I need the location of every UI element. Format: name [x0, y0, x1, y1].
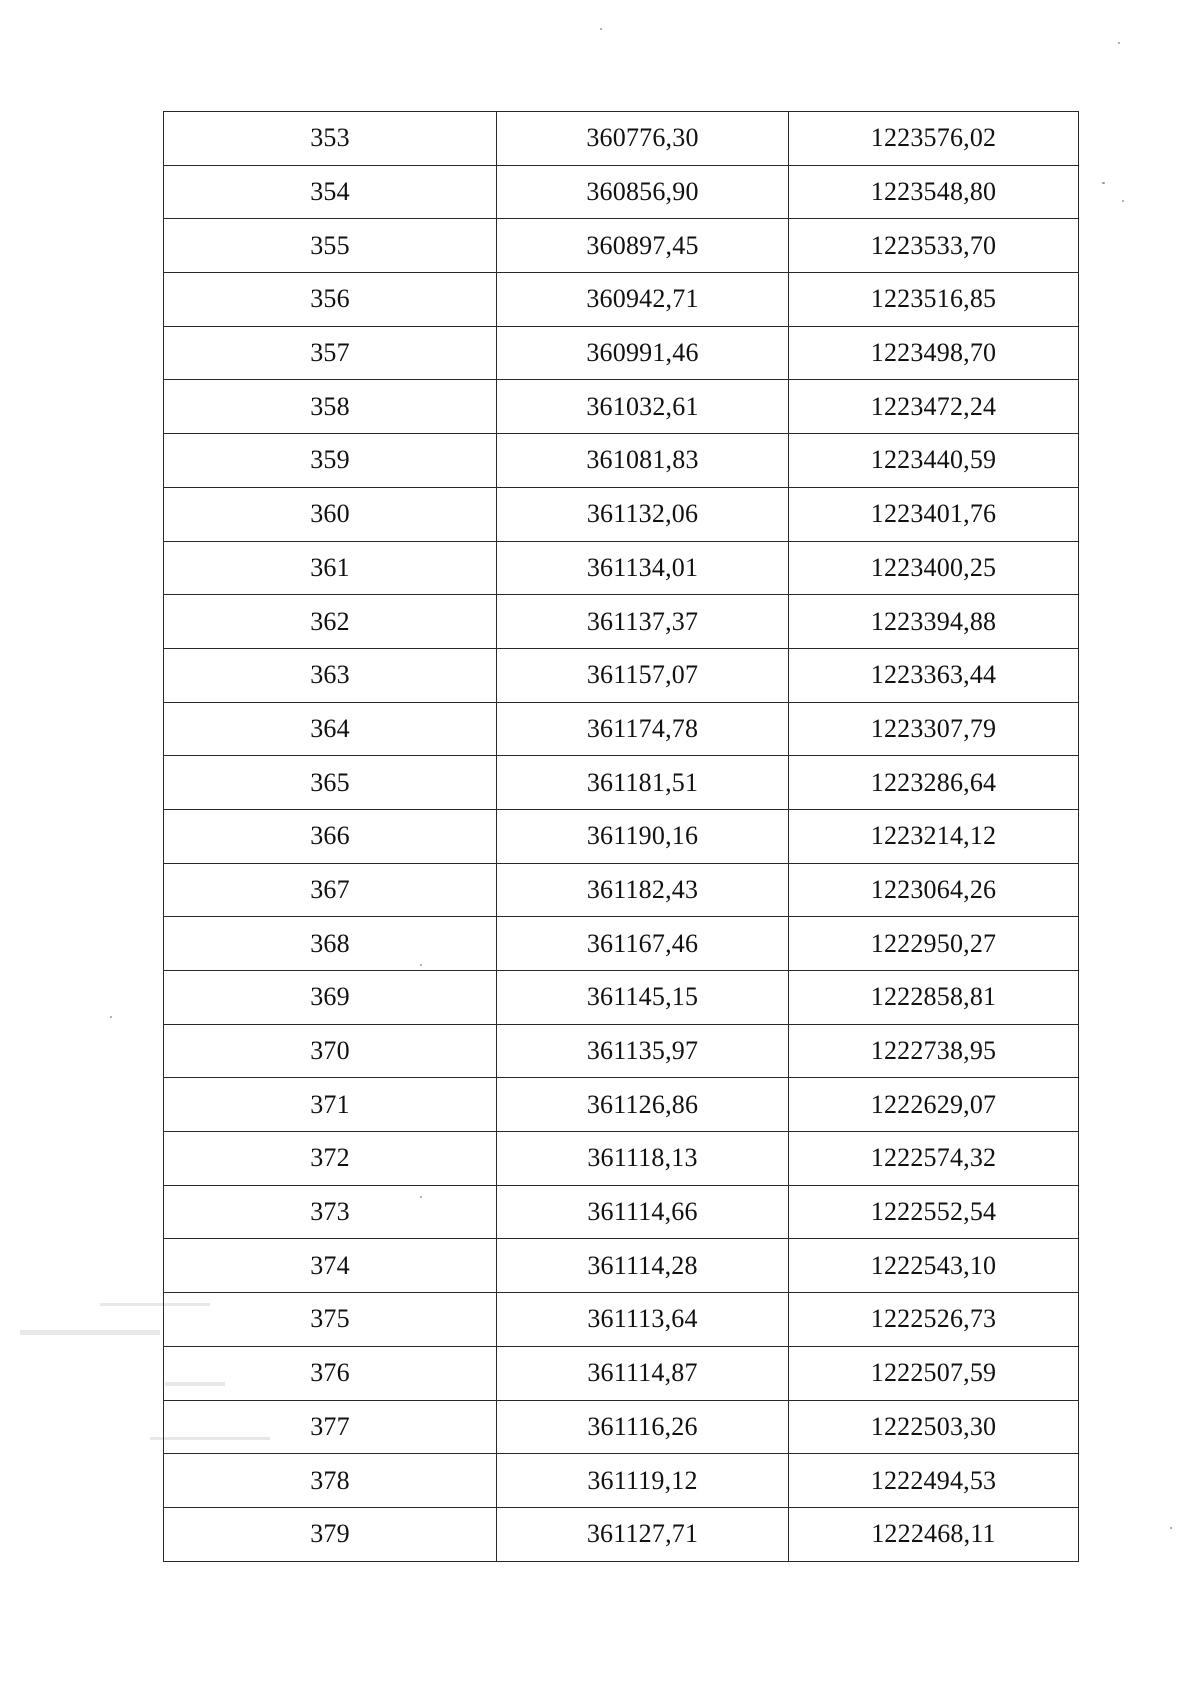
- x-coordinate-cell: 360776,30: [497, 112, 789, 166]
- table-row: [164, 487, 1079, 541]
- table-row: [164, 326, 1079, 380]
- scan-speck: [600, 28, 602, 30]
- y-coordinate-cell: 1222950,27: [789, 917, 1079, 971]
- x-coordinate-cell: 361181,51: [497, 756, 789, 810]
- table-row: [164, 434, 1079, 488]
- y-coordinate-cell: 1222543,10: [789, 1239, 1079, 1293]
- point-number-cell: 364: [164, 702, 497, 756]
- table-row: [164, 702, 1079, 756]
- table-row: [164, 1346, 1079, 1400]
- table-row: [164, 1239, 1079, 1293]
- table-row: [164, 1132, 1079, 1186]
- y-coordinate-cell: 1223394,88: [789, 595, 1079, 649]
- y-coordinate-cell: 1223064,26: [789, 863, 1079, 917]
- x-coordinate-cell: 361145,15: [497, 971, 789, 1025]
- x-coordinate-cell: 361127,71: [497, 1507, 789, 1561]
- y-coordinate-cell: 1222629,07: [789, 1078, 1079, 1132]
- y-coordinate-cell: 1222574,32: [789, 1132, 1079, 1186]
- y-coordinate-cell: 1222503,30: [789, 1400, 1079, 1454]
- point-number-cell: 359: [164, 434, 497, 488]
- point-number-cell: 376: [164, 1346, 497, 1400]
- x-coordinate-cell: 361113,64: [497, 1293, 789, 1347]
- y-coordinate-cell: 1223533,70: [789, 219, 1079, 273]
- point-number-cell: 366: [164, 809, 497, 863]
- x-coordinate-cell: 360942,71: [497, 273, 789, 327]
- table-row: [164, 541, 1079, 595]
- coordinates-table: [163, 111, 1079, 1562]
- x-coordinate-cell: 361032,61: [497, 380, 789, 434]
- x-coordinate-cell: 361157,07: [497, 648, 789, 702]
- table-row: [164, 1507, 1079, 1561]
- x-coordinate-cell: 361081,83: [497, 434, 789, 488]
- y-coordinate-cell: 1223472,24: [789, 380, 1079, 434]
- x-coordinate-cell: 361126,86: [497, 1078, 789, 1132]
- point-number-cell: 357: [164, 326, 497, 380]
- y-coordinate-cell: 1222858,81: [789, 971, 1079, 1025]
- y-coordinate-cell: 1223286,64: [789, 756, 1079, 810]
- scan-speck: [1118, 42, 1120, 44]
- x-coordinate-cell: 361134,01: [497, 541, 789, 595]
- y-coordinate-cell: 1222494,53: [789, 1454, 1079, 1508]
- table-row: [164, 648, 1079, 702]
- y-coordinate-cell: 1223307,79: [789, 702, 1079, 756]
- table-row: [164, 1454, 1079, 1508]
- table-row: [164, 1400, 1079, 1454]
- point-number-cell: 369: [164, 971, 497, 1025]
- point-number-cell: 355: [164, 219, 497, 273]
- table-row: [164, 863, 1079, 917]
- table-row: [164, 809, 1079, 863]
- point-number-cell: 375: [164, 1293, 497, 1347]
- table-row: [164, 380, 1079, 434]
- y-coordinate-cell: 1223498,70: [789, 326, 1079, 380]
- table-row: [164, 112, 1079, 166]
- point-number-cell: 363: [164, 648, 497, 702]
- table-row: [164, 165, 1079, 219]
- point-number-cell: 367: [164, 863, 497, 917]
- y-coordinate-cell: 1222507,59: [789, 1346, 1079, 1400]
- x-coordinate-cell: 361114,87: [497, 1346, 789, 1400]
- y-coordinate-cell: 1222552,54: [789, 1185, 1079, 1239]
- y-coordinate-cell: 1223214,12: [789, 809, 1079, 863]
- point-number-cell: 368: [164, 917, 497, 971]
- point-number-cell: 365: [164, 756, 497, 810]
- x-coordinate-cell: 360856,90: [497, 165, 789, 219]
- x-coordinate-cell: 361174,78: [497, 702, 789, 756]
- table-row: [164, 1024, 1079, 1078]
- point-number-cell: 374: [164, 1239, 497, 1293]
- scan-speck: [1102, 182, 1105, 184]
- x-coordinate-cell: 361190,16: [497, 809, 789, 863]
- point-number-cell: 362: [164, 595, 497, 649]
- point-number-cell: 379: [164, 1507, 497, 1561]
- y-coordinate-cell: 1223548,80: [789, 165, 1079, 219]
- point-number-cell: 353: [164, 112, 497, 166]
- y-coordinate-cell: 1223576,02: [789, 112, 1079, 166]
- table-row: [164, 917, 1079, 971]
- y-coordinate-cell: 1222526,73: [789, 1293, 1079, 1347]
- point-number-cell: 371: [164, 1078, 497, 1132]
- x-coordinate-cell: 361167,46: [497, 917, 789, 971]
- table-row: [164, 971, 1079, 1025]
- point-number-cell: 378: [164, 1454, 497, 1508]
- x-coordinate-cell: 361137,37: [497, 595, 789, 649]
- table-row: [164, 1293, 1079, 1347]
- y-coordinate-cell: 1223440,59: [789, 434, 1079, 488]
- table-row: [164, 1078, 1079, 1132]
- point-number-cell: 356: [164, 273, 497, 327]
- x-coordinate-cell: 360991,46: [497, 326, 789, 380]
- scan-speck: [1170, 1527, 1172, 1529]
- table-row: [164, 219, 1079, 273]
- x-coordinate-cell: 361132,06: [497, 487, 789, 541]
- point-number-cell: 354: [164, 165, 497, 219]
- scan-speck: [1122, 200, 1124, 202]
- x-coordinate-cell: 360897,45: [497, 219, 789, 273]
- point-number-cell: 372: [164, 1132, 497, 1186]
- point-number-cell: 370: [164, 1024, 497, 1078]
- point-number-cell: 377: [164, 1400, 497, 1454]
- table-row: [164, 595, 1079, 649]
- point-number-cell: 360: [164, 487, 497, 541]
- table-row: [164, 273, 1079, 327]
- coordinates-table-body: [164, 112, 1079, 1562]
- scan-speck: [110, 1016, 112, 1018]
- x-coordinate-cell: 361118,13: [497, 1132, 789, 1186]
- x-coordinate-cell: 361135,97: [497, 1024, 789, 1078]
- y-coordinate-cell: 1222738,95: [789, 1024, 1079, 1078]
- x-coordinate-cell: 361119,12: [497, 1454, 789, 1508]
- table-row: [164, 1185, 1079, 1239]
- y-coordinate-cell: 1223401,76: [789, 487, 1079, 541]
- point-number-cell: 373: [164, 1185, 497, 1239]
- point-number-cell: 361: [164, 541, 497, 595]
- bleed-through-mark: [20, 1330, 160, 1335]
- x-coordinate-cell: 361114,66: [497, 1185, 789, 1239]
- x-coordinate-cell: 361182,43: [497, 863, 789, 917]
- y-coordinate-cell: 1222468,11: [789, 1507, 1079, 1561]
- y-coordinate-cell: 1223516,85: [789, 273, 1079, 327]
- point-number-cell: 358: [164, 380, 497, 434]
- x-coordinate-cell: 361116,26: [497, 1400, 789, 1454]
- y-coordinate-cell: 1223363,44: [789, 648, 1079, 702]
- x-coordinate-cell: 361114,28: [497, 1239, 789, 1293]
- table-row: [164, 756, 1079, 810]
- y-coordinate-cell: 1223400,25: [789, 541, 1079, 595]
